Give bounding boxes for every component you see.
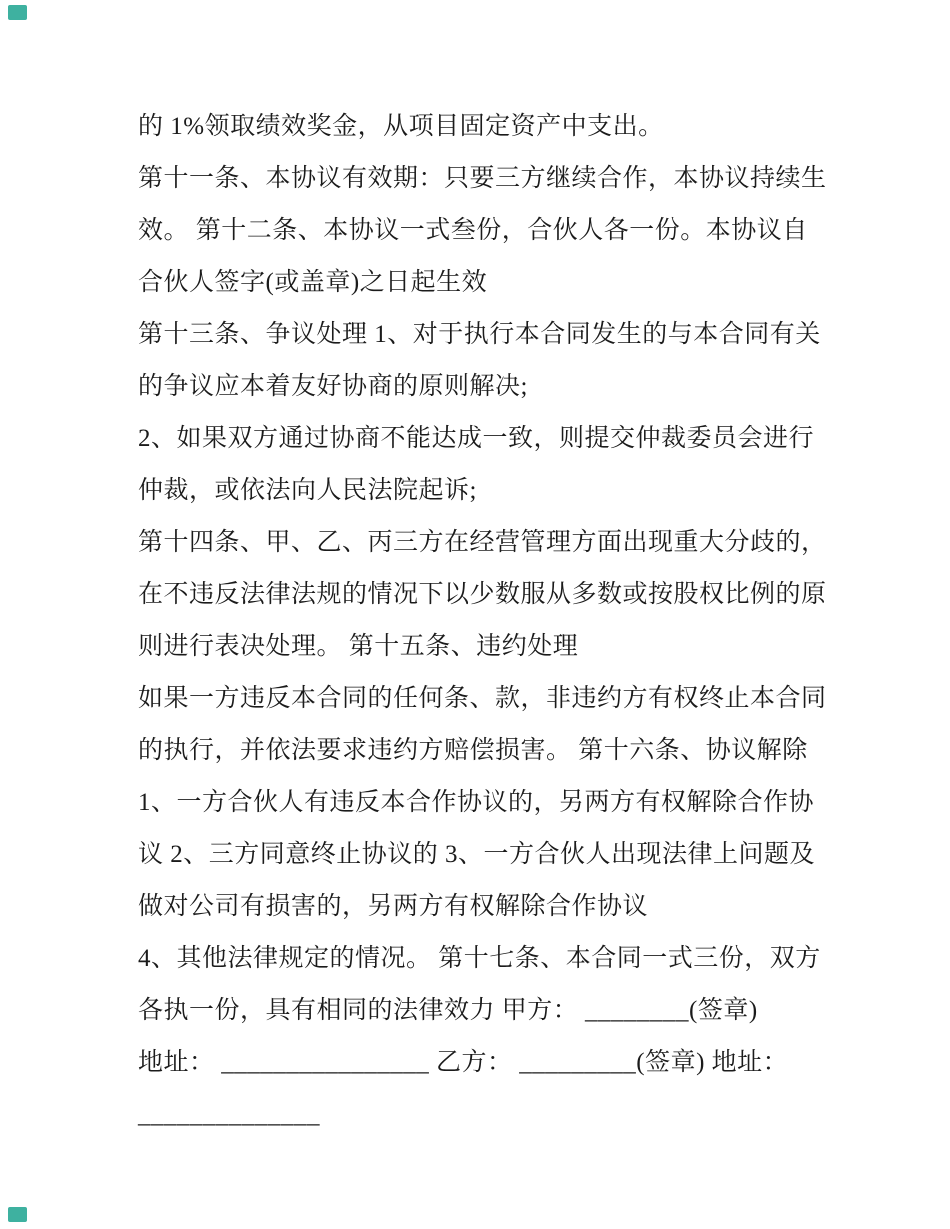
document-line: 第十四条、甲、乙、丙三方在经营管理方面出现重大分歧的， (138, 529, 827, 556)
document-line: 各执一份，具有相同的法律效力 甲方： ________(签章) (138, 997, 758, 1024)
document-line: 第十三条、争议处理 1、对于执行本合同发生的与本合同有关 (138, 321, 821, 348)
document-line: 效。 第十二条、本协议一式叁份，合伙人各一份。本协议自 (138, 217, 808, 244)
document-line: 合伙人签字(或盖章)之日起生效 (138, 269, 488, 296)
document-body (138, 101, 838, 1141)
document-line: 地址： ________________ 乙方： _________(签章) 地址： (138, 1049, 789, 1076)
document-line: 1、一方合伙人有违反本合作协议的，另两方有权解除合作协 (138, 789, 815, 816)
document-line: 如果一方违反本合同的任何条、款，非违约方有权终止本合同 (138, 685, 827, 712)
document-line: 的执行，并依法要求违约方赔偿损害。 第十六条、协议解除 (138, 737, 808, 764)
document-line: 议 2、三方同意终止协议的 3、一方合伙人出现法律上问题及 (138, 841, 816, 868)
document-line: 则进行表决处理。 第十五条、违约处理 (138, 633, 579, 660)
corner-marker-icon (8, 5, 27, 20)
document-line: 做对公司有损害的，另两方有权解除合作协议 (138, 893, 649, 920)
document-line: 4、其他法律规定的情况。 第十七条、本合同一式三份，双方 (138, 945, 821, 972)
document-line: 仲裁，或依法向人民法院起诉; (138, 477, 477, 504)
document-line: 的争议应本着友好协商的原则解决; (138, 373, 528, 400)
document-line: 的 1%领取绩效奖金，从项目固定资产中支出。 (138, 113, 664, 140)
corner-marker-icon (8, 1207, 27, 1222)
document-line: 第十一条、本协议有效期：只要三方继续合作，本协议持续生 (138, 165, 827, 192)
document-line: 在不违反法律法规的情况下以少数服从多数或按股权比例的原 (138, 581, 827, 608)
document-line: ______________ (138, 1101, 320, 1128)
document-line: 2、如果双方通过协商不能达成一致，则提交仲裁委员会进行 (138, 425, 815, 452)
